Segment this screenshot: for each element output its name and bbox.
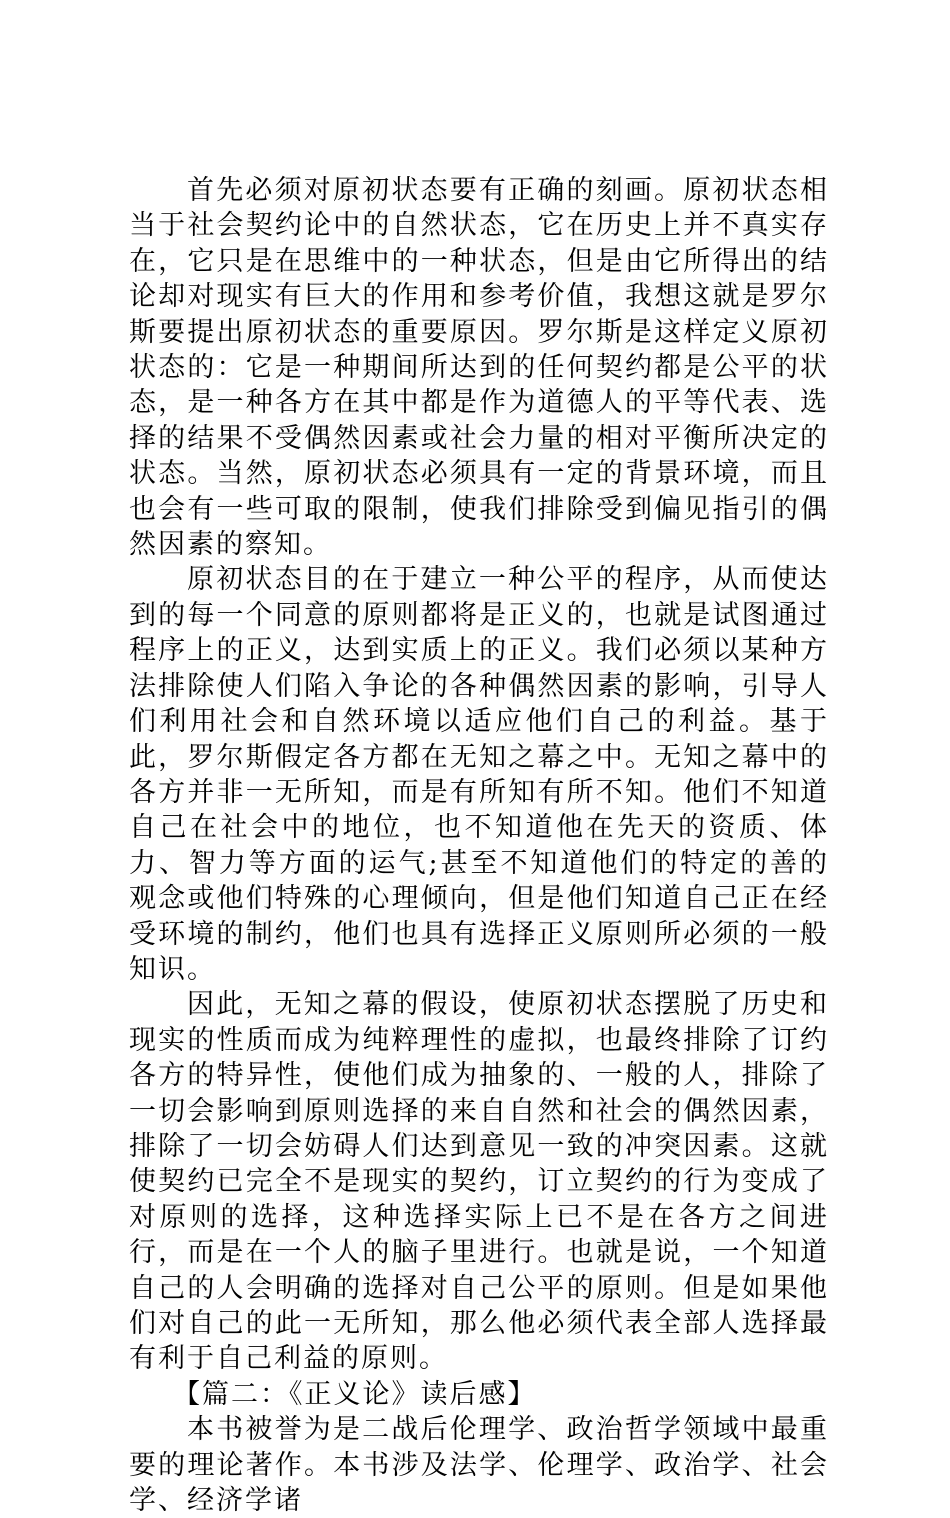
paragraph-original-position: 首先必须对原初状态要有正确的刻画。原初状态相当于社会契约论中的自然状态，它在历史上并不真实存在，它只是在思维中的一种状态，但是由它所得出的结论却对现实有巨大的作用和参考价值，我想这就是罗尔斯要提出原初状态的重要原因。罗尔斯是这样定义原初状态的：它是一种期间所达到的任何契约都是公平的状态，是一种各方在其中都是作为道德人的平等代表、选择的结果不受偶然因素或社会力量的相对平衡所决定的状态。当然，原初状态必须具有一定的背景环境，而且也会有一些可取的限制，使我们排除受到偏见指引的偶然因素的察知。 (129, 175, 829, 561)
document-body (129, 173, 829, 1518)
section-heading: 【篇二：《正义论》读后感】 (173, 1378, 537, 1410)
paragraph-veil-of-ignorance: 原初状态目的在于建立一种公平的程序，从而使达到的每一个同意的原则都将是正义的，也就是试图通过程序上的正义，达到实质上的正义。我们必须以某种方法排除使人们陷入争论的各种偶然因素的影响，引导人们利用社会和自然环境以适应他们自己的利益。基于此，罗尔斯假定各方都在无知之幕之中。无知之幕中的各方并非一无所知，而是有所知有所不知。他们不知道自己在社会中的地位，也不知道他在先天的资质、体力、智力等方面的运气;甚至不知道他们的特定的善的观念或他们特殊的心理倾向，但是他们知道自己正在经受环境的制约，他们也具有选择正义原则所必须的一般知识。 (129, 564, 829, 985)
paragraph-book-intro: 本书被誉为是二战后伦理学、政治哲学领域中最重要的理论著作。本书涉及法学、伦理学、政治学、社会学、经济学诸 (129, 1414, 829, 1517)
paragraph-conclusion: 因此，无知之幕的假设，使原初状态摆脱了历史和现实的性质而成为纯粹理性的虚拟，也最终排除了订约各方的特异性，使他们成为抽象的、一般的人，排除了一切会影响到原则选择的来自自然和社会的偶然因素，排除了一切会妨碍人们达到意见一致的冲突因素。这就使契约已完全不是现实的契约，订立契约的行为变成了对原则的选择，这种选择实际上已不是在各方之间进行，而是在一个人的脑子里进行。也就是说，一个知道自己的人会明确的选择对自己公平的原则。但是如果他们对自己的此一无所知，那么他必须代表全部人选择最有利于自己利益的原则。 (129, 989, 829, 1375)
